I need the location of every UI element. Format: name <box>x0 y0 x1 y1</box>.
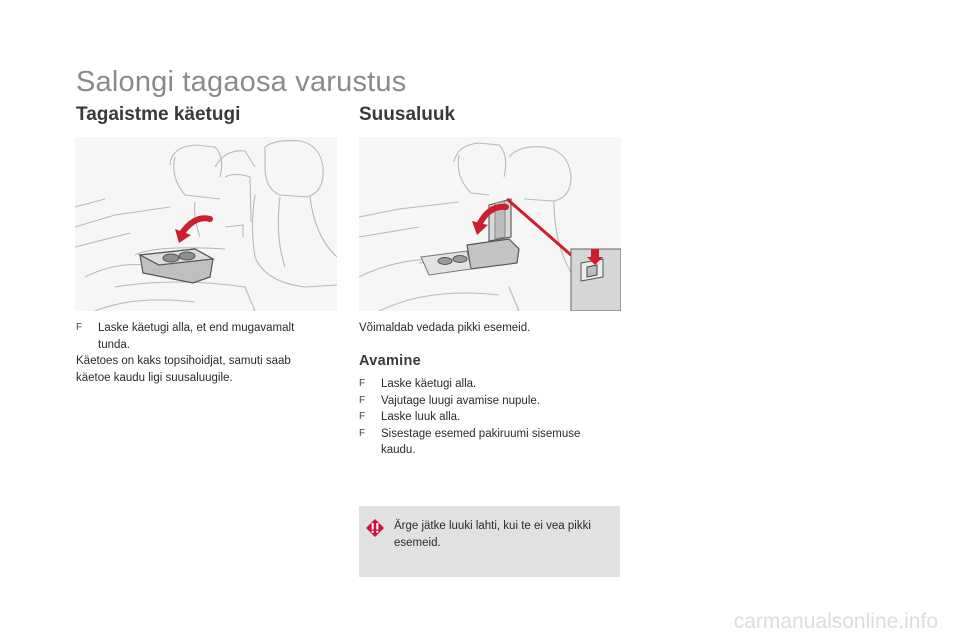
step-text: Laske käetugi alla. <box>381 378 477 390</box>
ski-hatch-illustration <box>359 137 621 311</box>
opening-subheading: Avamine <box>359 353 422 369</box>
section-heading-ski-hatch: Suusaluuk <box>359 104 456 125</box>
armrest-illustration <box>75 137 337 311</box>
armrest-paragraph: Käetoes on kaks topsihoidjat, samuti saab käetoe kaudu ligi suusaluugile. <box>76 355 291 384</box>
step-text: Vajutage luugi avamise nupule. <box>381 394 540 407</box>
armrest-instructions <box>76 320 316 386</box>
page-title: Salongi tagaosa varustus <box>76 66 407 98</box>
warning-icon <box>365 518 385 538</box>
watermark: carmanualsonline.info <box>733 610 938 633</box>
bullet-marker: F <box>76 322 83 333</box>
step-item <box>359 376 609 393</box>
step-item <box>359 426 609 459</box>
armrest-bullet-text: Laske käetugi alla, et end mugavamalt tunda. <box>98 322 295 351</box>
step-item <box>359 409 609 426</box>
warning-text: Ärge jätke luuki lahti, kui te ei vea pikki esemeid. <box>394 520 591 549</box>
section-heading-armrest: Tagaistme käetugi <box>76 104 241 125</box>
step-item <box>359 393 609 410</box>
opening-steps <box>359 376 609 459</box>
bullet-marker: F <box>359 411 366 422</box>
ski-hatch-intro: Võimaldab vedada pikki esemeid. <box>359 322 531 334</box>
bullet-marker: F <box>359 427 366 439</box>
step-text: Sisestage esemed pakiruumi sisemuse kaudu. <box>381 427 581 456</box>
step-text: Laske luuk alla. <box>381 411 461 423</box>
bullet-marker: F <box>359 378 366 389</box>
armrest-bullet <box>76 320 316 353</box>
bullet-marker: F <box>359 394 366 406</box>
